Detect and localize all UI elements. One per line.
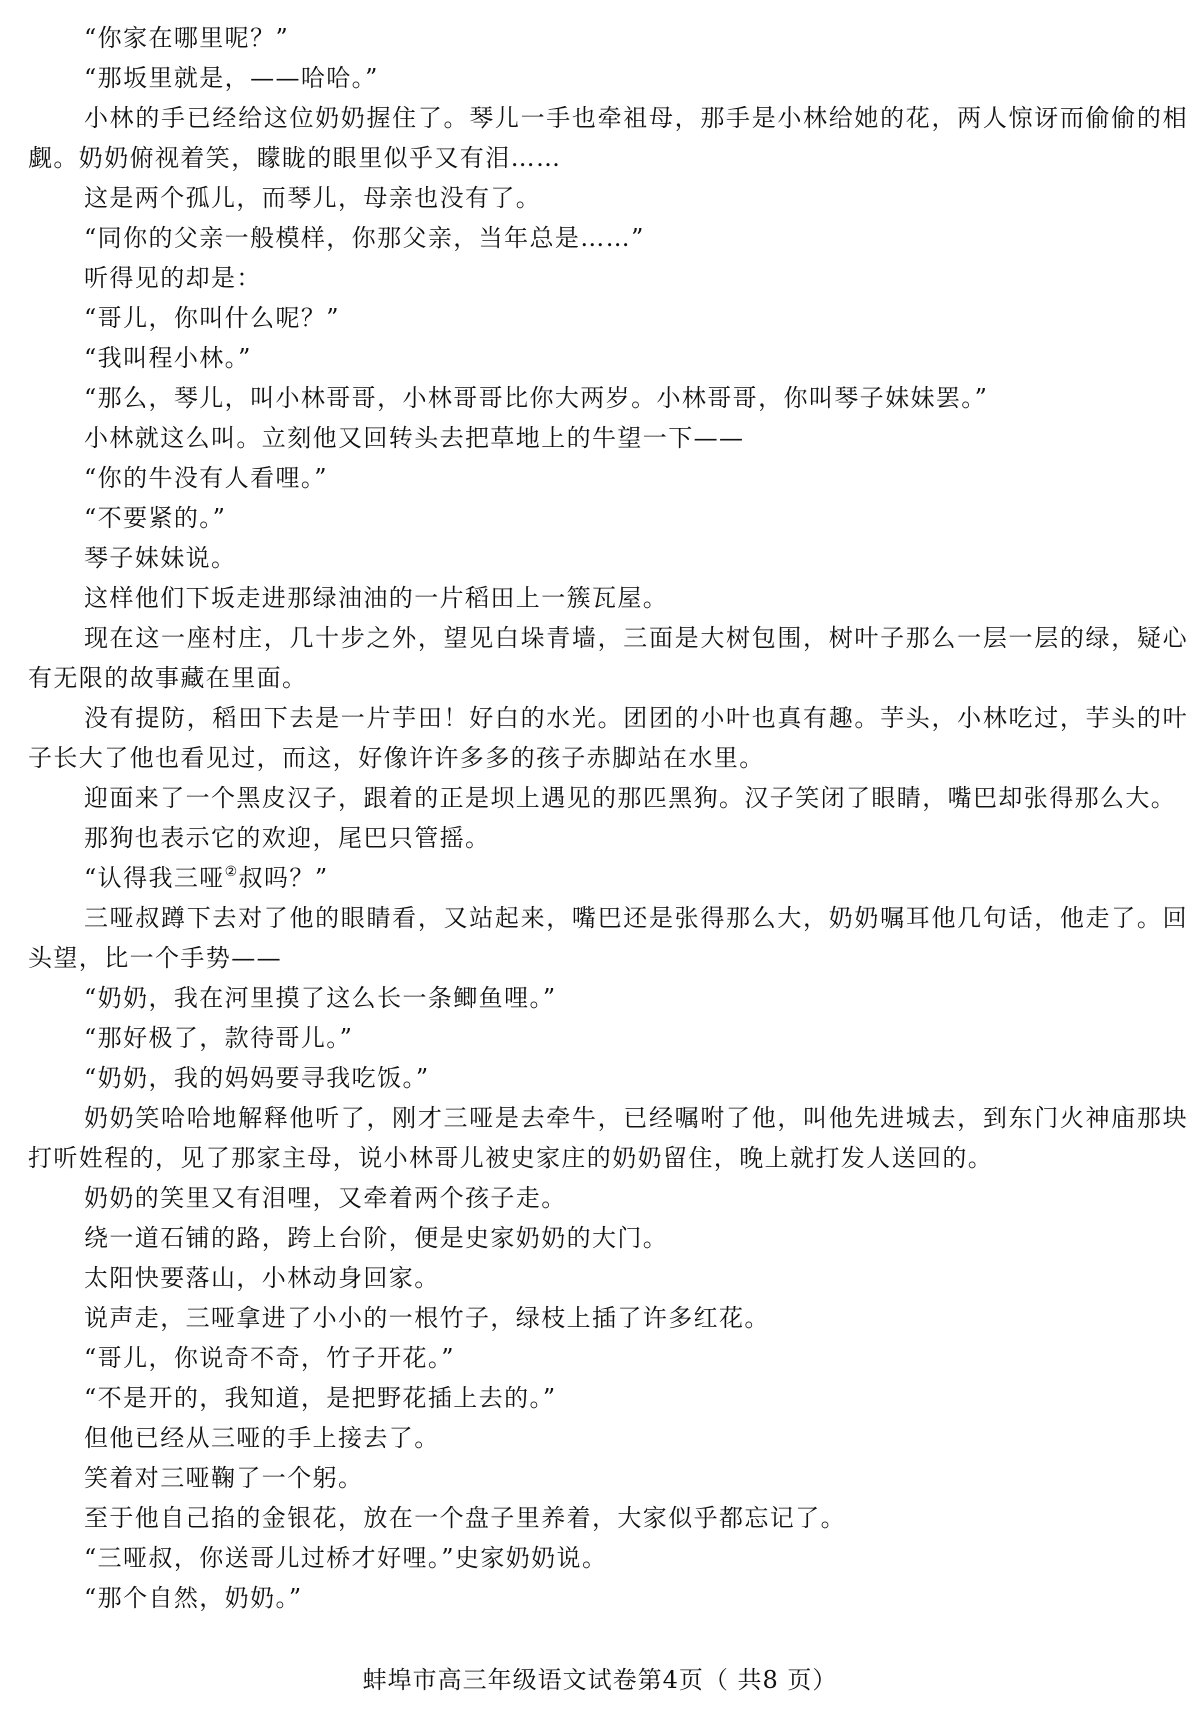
paragraph: 没有提防，稻田下去是一片芋田！好白的水光。团团的小叶也真有趣。芋头，小林吃过，芋头的叶子长大了他也看见过，而这，好像许许多多的孩子赤脚站在水里。 [28, 704, 1188, 772]
document-body [28, 18, 1188, 1618]
paragraph: “那个自然，奶奶。” [84, 1584, 303, 1612]
paragraph: 绕一道石铺的路，跨上台阶，便是史家奶奶的大门。 [84, 1224, 669, 1252]
paragraph: 琴子妹妹说。 [84, 544, 237, 572]
paragraph: “不是开的，我知道，是把野花插上去的。” [84, 1384, 557, 1412]
paragraph: “你家在哪里呢？” [84, 24, 290, 52]
paragraph: 听得见的却是： [84, 264, 262, 292]
paragraph: “哥儿，你说奇不奇，竹子开花。” [84, 1344, 455, 1372]
paragraph: 奶奶笑哈哈地解释他听了，刚才三哑是去牵牛，已经嘱咐了他，叫他先进城去，到东门火神庙那块打听姓程的，见了那家主母，说小林哥儿被史家庄的奶奶留住，晚上就打发人送回的。 [28, 1104, 1188, 1172]
paragraph: “哥儿，你叫什么呢？” [84, 304, 340, 332]
paragraph: 笑着对三哑鞠了一个躬。 [84, 1464, 364, 1492]
paragraph: “不要紧的。” [84, 504, 227, 532]
paragraph: 小林的手已经给这位奶奶握住了。琴儿一手也牵祖母，那手是小林给她的花，两人惊讶而偷偷的相觑。奶奶俯视着笑，矇眬的眼里似乎又有泪…… [28, 104, 1188, 172]
paragraph: “奶奶，我在河里摸了这么长一条鲫鱼哩。” [84, 984, 557, 1012]
paragraph: “我叫程小林。” [84, 344, 252, 372]
paragraph: “那坂里就是，——哈哈。” [84, 64, 379, 92]
paragraph: 说声走，三哑拿进了小小的一根竹子，绿枝上插了许多红花。 [84, 1304, 770, 1332]
paragraph: 那狗也表示它的欢迎，尾巴只管摇。 [84, 824, 491, 852]
footnote-marker: ② [224, 864, 239, 880]
paragraph: 这样他们下坂走进那绿油油的一片稻田上一簇瓦屋。 [84, 584, 669, 612]
paragraph: 现在这一座村庄，几十步之外，望见白垛青墙，三面是大树包围，树叶子那么一层一层的绿，疑心有无限的故事藏在里面。 [28, 624, 1188, 692]
paragraph: “你的牛没有人看哩。” [84, 464, 328, 492]
paragraph: “奶奶，我的妈妈要寻我吃饭。” [84, 1064, 430, 1092]
page-footer: 蚌埠市高三年级语文试卷第4页（ 共8 页） [362, 1666, 838, 1694]
paragraph: 奶奶的笑里又有泪哩，又牵着两个孩子走。 [84, 1184, 567, 1212]
paragraph-with-footnote: “认得我三哑②叔吗？” [84, 864, 329, 892]
paragraph: 至于他自己掐的金银花，放在一个盘子里养着，大家似乎都忘记了。 [84, 1504, 846, 1532]
paragraph: “那好极了，款待哥儿。” [84, 1024, 354, 1052]
paragraph: 三哑叔蹲下去对了他的眼睛看，又站起来，嘴巴还是张得那么大，奶奶嘱耳他几句话，他走了。回头望，比一个手势—— [28, 904, 1188, 972]
paragraph: 太阳快要落山，小林动身回家。 [84, 1264, 440, 1292]
paragraph: 迎面来了一个黑皮汉子，跟着的正是坝上遇见的那匹黑狗。汉子笑闭了眼睛，嘴巴却张得那么大。 [84, 784, 1177, 812]
paragraph: “三哑叔，你送哥儿过桥才好哩。”史家奶奶说。 [84, 1544, 608, 1572]
paragraph: “那么，琴儿，叫小林哥哥，小林哥哥比你大两岁。小林哥哥，你叫琴子妹妹罢。” [84, 384, 989, 412]
paragraph: 小林就这么叫。立刻他又回转头去把草地上的牛望一下—— [84, 424, 745, 452]
paragraph: 这是两个孤儿，而琴儿，母亲也没有了。 [84, 184, 542, 212]
paragraph: 但他已经从三哑的手上接去了。 [84, 1424, 440, 1452]
paragraph: “同你的父亲一般模样，你那父亲，当年总是……” [84, 224, 645, 252]
